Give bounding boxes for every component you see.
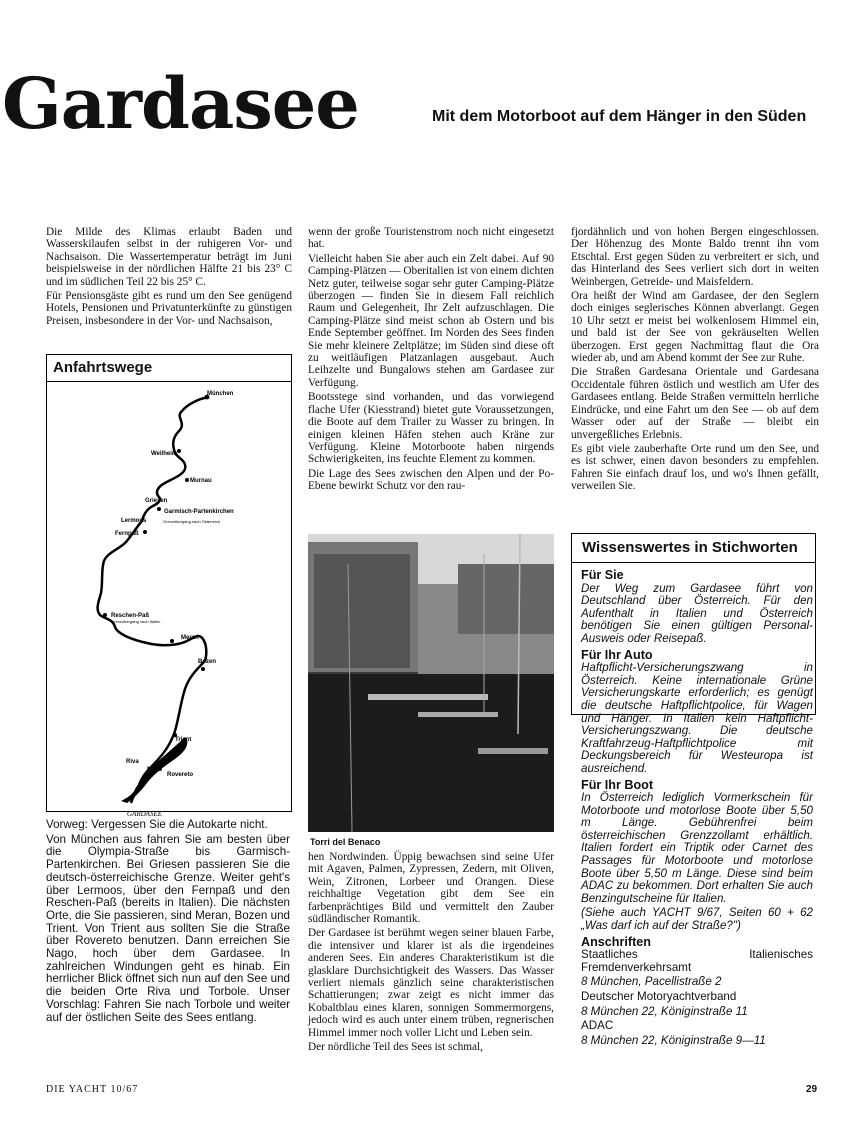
paragraph: wenn der große Touristenstrom noch nicht eingesetzt hat. (308, 226, 554, 251)
route-map (47, 383, 291, 818)
paragraph: Bootsstege sind vorhanden, und das vorwiegend flache Ufer (Kiesstrand) bietet gute Voraussetzungen, die Boote auf dem Trailer zu Wasser zu bringen. In einigen kleinen Häfen stehen auch Kräne zur Verfügung. Kleine Motorboote haben nirgends Schwierigkeiten, ins feuchte Element zu kommen. (308, 391, 554, 466)
city-dot-garmisch (157, 507, 161, 511)
route-line (98, 397, 209, 803)
facts-box-body (581, 566, 813, 1049)
map-label-reschen: Reschen-Paß (111, 613, 150, 619)
map-label-bozen: Bozen (198, 659, 216, 665)
address-name: Deutscher Motoryachtverband (581, 990, 737, 1003)
harbor-photo (308, 534, 554, 832)
route-description (46, 819, 290, 1026)
facts-text: Haftpflicht-Versicherungszwang in Österreich. Keine internationale Grüne Versicherungskarte erforderlich; es genügt die deutsche Haftpflichtpolice, für Wagen und Hänger. In Italien kein Haftpflicht-Versicherungszwang. Die deutsche Kraftfahrzeug-Haftpflichtpolice mit Deckungsbereich für Westeuropa ist ausreichend. (581, 661, 813, 775)
column-2-text (308, 226, 554, 495)
paragraph: Vorweg: Vergessen Sie die Autokarte nicht. (46, 818, 268, 831)
map-label-meran: Meran (181, 635, 199, 641)
map-label-fernpass: Fernpaß (115, 531, 139, 537)
map-label-border-1: Grenzübergang nach Österreich (163, 519, 221, 524)
paragraph: fjordähnlich und von hohen Bergen eingeschlossen. Der Höhenzug des Monte Baldo trennt ihn vom Etschtal. Erst gegen Süden zu verbreitert er sich, und das Hinterland des Sees verliert sich dort in weiten Weinbergen, Getreide- und Maisfeldern. (571, 226, 819, 288)
map-label-lermoos: Lermoos (121, 518, 147, 524)
route-box-title: Anfahrtswege (53, 359, 153, 376)
facts-text: Der Weg zum Gardasee führt von Deutschland über Österreich. Für den Aufenthalt in Italien und Österreich benötigen Sie einen gültigen Personal-Ausweis oder Reisepaß. (581, 581, 813, 645)
paragraph: Es gibt viele zauberhafte Orte rund um den See, und es ist schwer, einen davon besonders zu empfehlen. Fahren Sie einfach drauf los, und wo's Ihnen gefällt, verweilen Sie. (571, 442, 819, 493)
address-name: Staatliches Italienisches Fremdenverkehrsamt (581, 948, 813, 974)
paragraph: Von München aus fahren Sie am besten über die Olympia-Straße bis Garmisch-Partenkirchen. Bei Griesen passieren Sie die deutsch-österreichische Grenze. Weiter geht's über Lermoos, über den Fernpaß und den Reschen-Paß (bereits in Italien). Die nächsten Orte, die Sie passieren, sind Meran, Bozen und Trient. Von Trient aus sollten Sie die Straße über Rovereto benutzen. Dann erreichen Sie Nago, hoch über dem Gardasee. In zahlreichen Windungen geht es hinab. Ein herrlicher Blick öffnet sich nun auf den See und die beiden Orte Riva und Torbole. Unser Vorschlag: Fahren Sie nach Torbole und weiter auf der östlichen Seite des Sees entlang. (46, 832, 290, 1024)
paragraph: Die Milde des Klimas erlaubt Baden und Wasserskilaufen selbst in der ruhigeren Vor- und Nachsaison. Die Wassertemperatur beträgt im Juni beispielsweise in der nördlichen Hälfte 21 bis 23° C und im südlichen Teil 22 bis 25° C. (46, 226, 292, 288)
map-label-trient: Trient (175, 737, 192, 743)
divider (47, 381, 291, 382)
address-street: 8 München 22, Königinstraße 11 (581, 1004, 748, 1018)
city-dot-bozen (201, 667, 205, 671)
map-label-rovereto: Rovereto (167, 772, 194, 778)
city-dot-weilheim (177, 449, 181, 453)
column-1-text (46, 226, 292, 329)
paragraph: Der nördliche Teil des Sees ist schmal, (308, 1041, 484, 1054)
paragraph: Ora heißt der Wind am Gardasee, der den Seglern doch einiges seglerisches Können abverlangt. Gegen 10 Uhr setzt er meist bei wolkenlosem Himmel ein, und bald ist der See von gekräuselten Wellen überzogen. Erst gegen Nachmittag flaut die Ora wieder ab, und am Abend kommt der See zur Ruhe. (571, 290, 819, 365)
paragraph: Für Pensionsgäste gibt es rund um den See genügend Hotels, Pensionen und Privatunterkünfte zu günstigen Preisen, insbesondere in der Vor- und Nachsaison, (46, 290, 292, 327)
divider (572, 562, 815, 563)
map-label-gardasee: GARDASEE (127, 810, 162, 818)
map-label-murnau: Murnau (190, 478, 212, 484)
facts-heading: Für Sie (581, 568, 624, 582)
route-map-box (46, 354, 292, 818)
footer-magazine: DIE YACHT 10/67 (46, 1084, 139, 1095)
map-label-nago: Nago (147, 767, 162, 773)
facts-reference: (Siehe auch YACHT 9/67, Seiten 60 + 62 „Was darf ich auf der Straße?") (581, 906, 813, 933)
page-number: 29 (806, 1084, 818, 1095)
paragraph: hen Nordwinden. Üppig bewachsen sind seine Ufer mit Agaven, Palmen, Zypressen, Zedern, mit Oliven, Wein, Zitronen, Lorbeer und Orangen. Diese reichhaltige Vegetation gibt dem See ein farbenprächtiges Bild und vermittelt den Zauber südländischer Romantik. (308, 851, 554, 926)
paragraph: Die Straßen Gardesana Orientale und Gardesana Occidentale führen östlich und westlich am Ufer des Gardasees entlang. Beide Straßen vermitteln herrliche Eindrücke, und eine Fahrt um den See — ob auf dem Wasser oder auf der Straße — bleibt ein unvergeßliches Erlebnis. (571, 366, 819, 441)
address-name: ADAC (581, 1019, 614, 1033)
column-2-lower-text (308, 851, 554, 1056)
article-subtitle: Mit dem Motorboot auf dem Hänger in den Süden (432, 108, 807, 125)
facts-text: In Österreich lediglich Vormerkschein für Motorboote und motorlose Boote über 5,50 m Länge. Gebührenfrei beim österreichischen Grenzzollamt erhältlich. Italien fordert ein Triptik oder Carnet des Passages für Motorboote und motorlose Boote über 5,50 m Länge. Diese sind beim ADAC zu bekommen. Dort erhalten Sie auch Benzingutscheine für Italien. (581, 791, 813, 905)
map-label-border-2: Grenzübergang nach Italien (111, 619, 161, 624)
map-label-garmisch: Garmisch-Partenkirchen (164, 509, 234, 515)
facts-heading: Für Ihr Boot (581, 777, 654, 792)
map-label-riva: Riva (126, 759, 139, 765)
facts-heading: Anschriften (581, 934, 651, 949)
city-dot-fernpass (143, 530, 147, 534)
facts-box-title: Wissenswertes in Stichworten (582, 539, 798, 556)
paragraph: Vielleicht haben Sie aber auch ein Zelt dabei. Auf 90 Camping-Plätzen — Oberitalien ist von einem dichten Netz guter, teilweise sogar sehr guter Camping-Plätze überzogen — finden Sie in diesem Fall reichlich Raum und Gelegenheit, Ihr Zelt aufzuschlagen. Die Camping-Plätze sind meist schon ab Ostern und bis Ende September geöffnet. Im Norden des Sees finden Sie mehr kleinere Zeltplätze; im Süden sind diese oft zu weitläufigen Platzanlagen ausgebaut. Auch Leihzelte und Bungalows stehen am Gardasee zur Verfügung. (308, 252, 554, 389)
article-title: Gardasee (2, 62, 359, 145)
map-label-muenchen: München (207, 391, 234, 397)
facts-heading: Für Ihr Auto (581, 647, 653, 662)
paragraph: Der Gardasee ist berühmt wegen seiner blauen Farbe, die intensiver und klarer ist als die irgendeines anderen Sees. Ein anderes Charakteristikum ist die glasklare Durchsichtigkeit des Wassers. Das Wasser verliert niemals gänzlich seine charakteristischen Schattierungen; zwar zeigt es nicht immer das Kobaltblau eines klaren, sonnigen Sommermorgens, jedoch wird es auch unter einem trüben, regnerischen Himmel immer noch voller Licht und Leben sein. (308, 927, 554, 1039)
map-label-griesen: Griesen (145, 498, 168, 504)
city-dot-reschen (103, 613, 107, 617)
city-dot-meran (170, 639, 174, 643)
map-label-weilheim: Weilheim (151, 451, 178, 457)
city-dot-murnau (185, 478, 189, 482)
paragraph: Die Lage des Sees zwischen den Alpen und der Po-Ebene bewirkt Schutz vor den rau- (308, 467, 554, 493)
photo-caption: Torri del Benaco (310, 837, 381, 847)
address-street: 8 München 22, Königinstraße 9—11 (581, 1033, 766, 1047)
column-3-text (571, 226, 819, 495)
address-street: 8 München, Pacellistraße 2 (581, 975, 722, 989)
